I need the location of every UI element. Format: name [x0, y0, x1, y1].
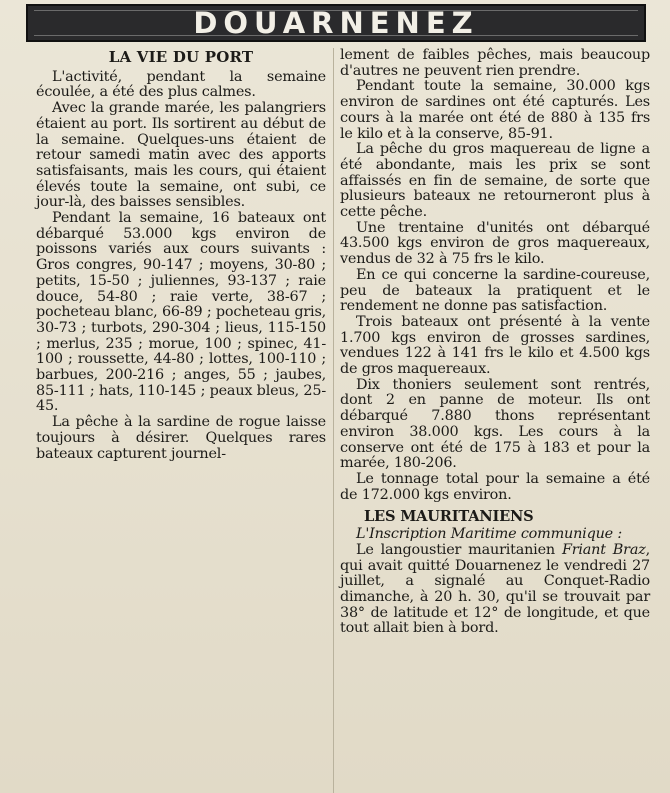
ship-name: Friant Braz: [561, 541, 646, 558]
paragraph: Dix thoniers seulement sont rentrés, dont 2 en panne de moteur. Ils ont débarqué 7.880 thons représentant environ 38.000 kgs. Les cours à la conserve ont été de 175 à 183 et pour la marée, 180-206.: [340, 376, 650, 472]
right-column: [340, 48, 650, 637]
paragraph: L'activité, pendant la semaine écoulée, a été des plus calmes.: [36, 68, 326, 101]
paragraph-end: , qui avait quitté Douarnenez le vendredi 27 juillet, a signalé au Conquet-Radio dimanche, à 20 h. 30, qu'il se trouvait par 38° de latitude et 12° de longitude, et que tout allait bien à bord.: [340, 541, 650, 637]
masthead-title: DOUARNENEZ: [193, 5, 479, 40]
left-column: [36, 50, 326, 462]
masthead-banner: [26, 4, 646, 42]
column-divider: [333, 48, 334, 793]
paragraph: Pendant la semaine, 16 bateaux ont débarqué 53.000 kgs environ de poissons variés aux cours suivants : Gros congres, 90-147 ; moyens, 30-80 ; petits, 15-50 ; juliennes, 93-137 ; raie douce, 54-80 ; raie verte, 38-67 ; pocheteau blanc, 66-89 ; pocheteau gris, 30-73 ; turbots, 290-304 ; lieus, 115-150 ; merlus, 235 ; morue, 100 ; spinec, 41-100 ; roussette, 44-80 ; lottes, 100-110 ; barbues, 200-216 ; anges, 55 ; jaubes, 85-111 ; hats, 110-145 ; peaux bleus, 25-45.: [36, 210, 326, 415]
paragraph: [340, 543, 650, 637]
paragraph: La pêche du gros maquereau de ligne a été abondante, mais les prix se sont affaissés en fin de semaine, de sorte que plusieurs bateaux ne retourneront plus à cette pêche.: [340, 141, 650, 221]
paragraph: En ce qui concerne la sardine-coureuse, peu de bateaux la pratiquent et le rendement ne donne pas satisfaction.: [340, 266, 650, 315]
paragraph-continuation: lement de faibles pêches, mais beaucoup d'autres ne peuvent rien prendre.: [340, 47, 650, 79]
paragraph: Une trentaine d'unités ont débarqué 43.500 kgs environ de gros maquereaux, vendus de 32 à 75 frs le kilo.: [340, 219, 650, 268]
section-subheading: LES MAURITANIENS: [364, 508, 534, 526]
paragraph: Trois bateaux ont présenté à la vente 1.700 kgs environ de grosses sardines, vendues 122 à 141 frs le kilo et 4.500 kgs de gros maquereaux.: [340, 313, 650, 378]
paragraph: Avec la grande marée, les palangriers étaient au port. Ils sortirent au début de la semaine. Quelques-uns étaient de retour samedi matin avec des apports satisfaisants, mais les cours, qui étaient élevés toute la semaine, ont subi, ce jour-là, des baisses sensibles.: [36, 100, 326, 211]
paragraph-start: Le langoustier mauritanien: [356, 541, 562, 558]
article-heading: LA VIE DU PORT: [108, 48, 254, 66]
paragraph: Le tonnage total pour la semaine a été de 172.000 kgs environ.: [340, 470, 650, 503]
paragraph: La pêche à la sardine de rogue laisse toujours à désirer. Quelques rares bateaux capturent journel-: [36, 414, 326, 462]
paragraph: Pendant toute la semaine, 30.000 kgs environ de sardines ont été capturés. Les cours à la marée ont été de 880 à 135 frs le kilo et à la conserve, 85-91.: [340, 78, 650, 142]
intro-line: L'Inscription Maritime communique :: [356, 526, 622, 543]
